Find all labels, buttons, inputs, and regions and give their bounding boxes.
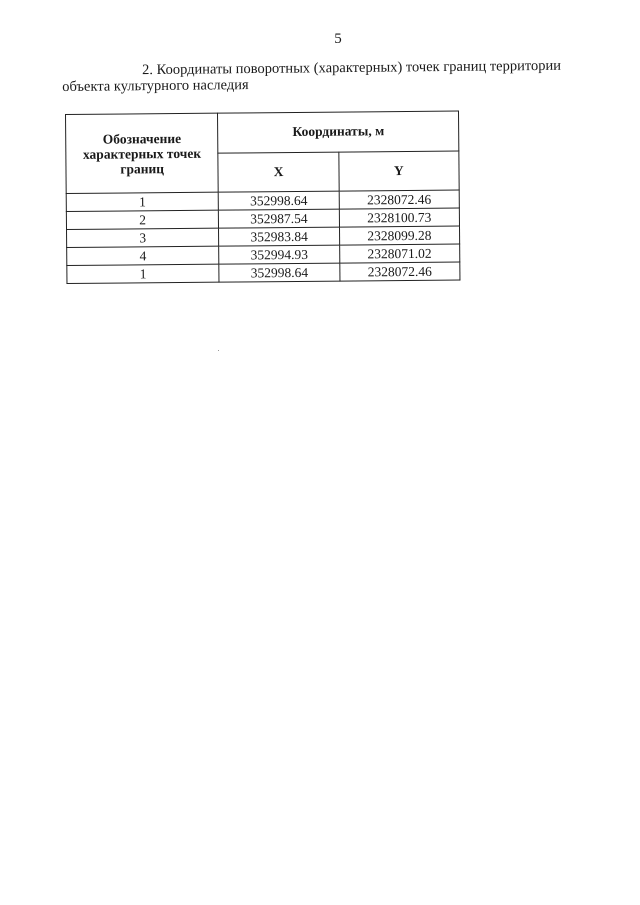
cell-x: 352983.84	[219, 227, 339, 246]
cell-point: 1	[66, 192, 219, 211]
cell-y: 2328071.02	[339, 244, 459, 263]
header-point-line-2: характерных точек	[82, 145, 202, 162]
heading-line-2: объекта культурного наследия	[62, 77, 249, 95]
header-y: Y	[339, 151, 460, 192]
header-x: X	[218, 152, 339, 193]
cell-x: 352998.64	[219, 263, 339, 282]
scan-speck	[218, 350, 219, 351]
coordinates-table	[65, 111, 460, 284]
cell-x: 352998.64	[219, 191, 339, 210]
cell-y: 2328072.46	[339, 190, 459, 209]
cell-point: 3	[67, 228, 220, 247]
cell-y: 2328099.28	[339, 226, 459, 245]
header-point-line-1: Обозначение	[102, 130, 182, 147]
cell-point: 1	[67, 264, 220, 283]
cell-x: 352994.93	[219, 245, 339, 264]
cell-point: 4	[67, 246, 220, 265]
header-point-line-3: границ	[120, 160, 165, 177]
heading-line-1: 2. Координаты поворотных (характерных) точек границ территории	[141, 57, 562, 79]
page-number: 5	[334, 31, 342, 47]
cell-point: 2	[66, 210, 219, 229]
cell-x: 352987.54	[219, 209, 339, 228]
header-coordinates: Координаты, м	[218, 111, 459, 153]
table-row	[67, 262, 460, 283]
cell-y: 2328100.73	[339, 208, 459, 227]
header-point-designation	[66, 113, 219, 193]
cell-y: 2328072.46	[339, 262, 459, 281]
section-heading	[62, 58, 587, 95]
